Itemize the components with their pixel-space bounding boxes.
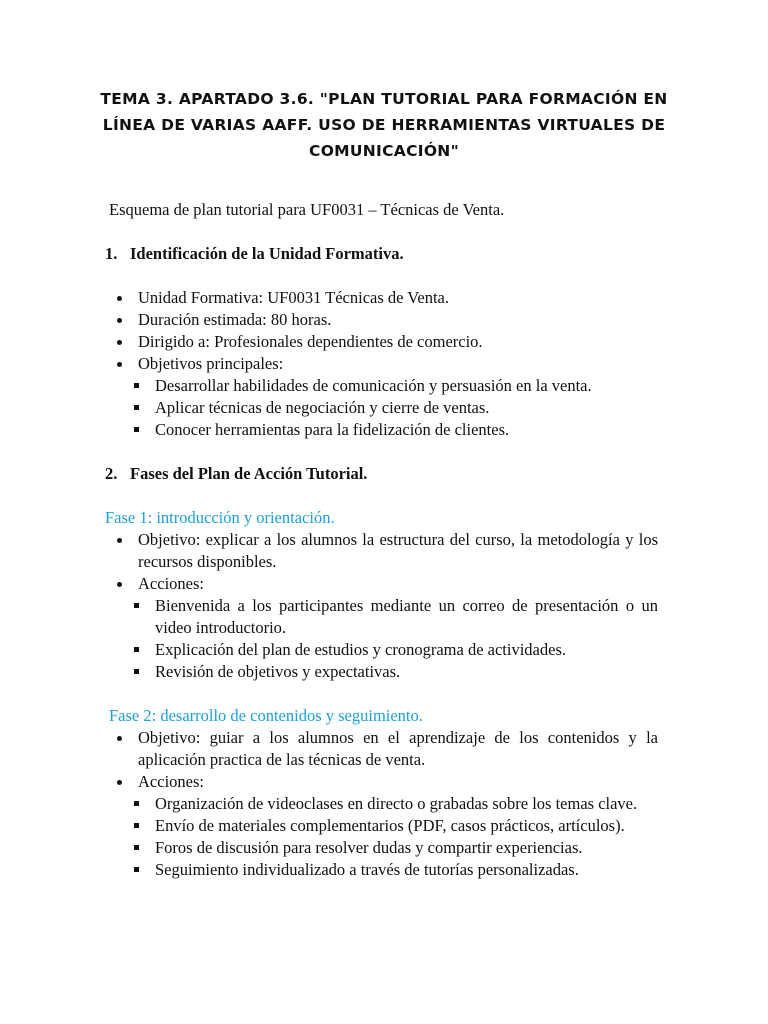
bullet-dot-icon (117, 340, 122, 345)
section-2-number: 2. (105, 464, 118, 483)
sublist-item-text: Seguimiento individualizado a través de tutorías personalizadas. (155, 860, 579, 879)
bullet-square-icon (134, 823, 139, 828)
section-1-number: 1. (105, 244, 118, 263)
bullet-square-icon (134, 845, 139, 850)
fase-1-actions (105, 595, 658, 683)
bullet-square-icon (134, 603, 139, 608)
list-item (105, 727, 658, 771)
bullet-dot-icon (117, 296, 122, 301)
bullet-dot-icon (117, 538, 122, 543)
bullet-square-icon (134, 647, 139, 652)
sublist-item-text: Foros de discusión para resolver dudas y compartir experiencias. (155, 838, 583, 857)
list-item (105, 529, 658, 573)
section-2-title: Fases del Plan de Acción Tutorial. (130, 464, 368, 483)
document-title: TEMA 3. APARTADO 3.6. "PLAN TUTORIAL PARA FORMACIÓN EN LÍNEA DE VARIAS AAFF. USO DE HERRAMIENTAS VIRTUALES DE COMUNICACIÓN" (100, 90, 668, 160)
list-item-text: Objetivo: guiar a los alumnos en el aprendizaje de los contenidos y la aplicación practica de las técnicas de venta. (138, 728, 658, 769)
sublist-item-text: Desarrollar habilidades de comunicación y persuasión en la venta. (155, 376, 592, 395)
bullet-dot-icon (117, 362, 122, 367)
sublist-item-text: Bienvenida a los participantes mediante un correo de presentación o un video introductorio. (155, 596, 658, 637)
bullet-square-icon (134, 427, 139, 432)
list-item-text: Objetivos principales: (138, 354, 284, 373)
sublist-item-text: Revisión de objetivos y expectativas. (155, 662, 401, 681)
bullet-dot-icon (117, 582, 122, 587)
list-item (105, 771, 658, 881)
sublist-item-text: Conocer herramientas para la fidelización de clientes. (155, 420, 510, 439)
intro-line: Esquema de plan tutorial para UF0031 – Técnicas de Venta. (109, 200, 505, 219)
list-item-text: Acciones: (138, 574, 204, 593)
sublist-item (105, 595, 658, 639)
bullet-square-icon (134, 669, 139, 674)
list-item-text: Dirigido a: Profesionales dependientes de comercio. (138, 332, 483, 351)
list-item (105, 287, 658, 309)
list-item (105, 353, 658, 441)
fase-2-actions (105, 793, 658, 881)
section-1-list (105, 287, 658, 441)
bullet-dot-icon (117, 736, 122, 741)
list-item-text: Acciones: (138, 772, 204, 791)
sublist-item-text: Aplicar técnicas de negociación y cierre de ventas. (155, 398, 490, 417)
sublist-item (105, 397, 658, 419)
sublist-item (105, 419, 658, 441)
sublist-item-text: Organización de videoclases en directo o grabadas sobre los temas clave. (155, 794, 638, 813)
sublist-item (105, 859, 658, 881)
bullet-dot-icon (117, 318, 122, 323)
bullet-square-icon (134, 801, 139, 806)
objectives-sublist (105, 375, 658, 441)
sublist-item-text: Explicación del plan de estudios y cronograma de actividades. (155, 640, 566, 659)
list-item-text: Duración estimada: 80 horas. (138, 310, 332, 329)
sublist-item (105, 837, 658, 859)
sublist-item (105, 815, 658, 837)
section-1-heading (105, 243, 658, 265)
sublist-item (105, 661, 658, 683)
fase-2-list (105, 727, 658, 881)
bullet-square-icon (134, 405, 139, 410)
sublist-item-text: Envío de materiales complementarios (PDF, casos prácticos, artículos). (155, 816, 625, 835)
bullet-dot-icon (117, 780, 122, 785)
list-item-text: Unidad Formativa: UF0031 Técnicas de Venta. (138, 288, 449, 307)
sublist-item (105, 793, 658, 815)
list-item (105, 309, 658, 331)
list-item (105, 573, 658, 683)
list-item-text: Objetivo: explicar a los alumnos la estructura del curso, la metodología y los recursos disponibles. (138, 530, 658, 571)
document-body (105, 199, 658, 881)
list-item (105, 331, 658, 353)
bullet-square-icon (134, 383, 139, 388)
sublist-item (105, 639, 658, 661)
fase-1-list (105, 529, 658, 683)
section-2-heading (105, 463, 658, 485)
sublist-item (105, 375, 658, 397)
fase-1-heading: Fase 1: introducción y orientación. (105, 508, 335, 527)
fase-2-heading: Fase 2: desarrollo de contenidos y seguimiento. (109, 706, 423, 725)
section-1-title: Identificación de la Unidad Formativa. (130, 244, 404, 263)
bullet-square-icon (134, 867, 139, 872)
